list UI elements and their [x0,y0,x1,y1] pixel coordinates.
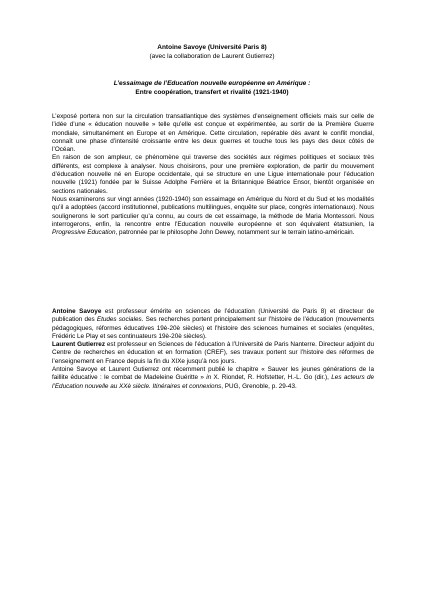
savoye-bio-text-end: . Ses recherches portent principalement sur l’histoire de l’éducation (mouvements pédagogiques, réformes éducatives 19è-20è siècles) et l’histoire des sciences humaines et sociales (enquêtes, Frédéric Le Play et ses continuateurs 19è-20è siècles). [52,316,374,340]
recent-pub-end: , PUG, Grenoble, p. 29-43. [221,382,297,390]
collaboration-line: (avec la collaboration de Laurent Gutierrez) [149,53,275,60]
abstract-p3-text: Nous examinerons sur vingt années (1920-1940) son essaimage en Amérique du Nord et du Sud et les modalités qu’il a adoptées (accord institutionnel, publications multilingues, enquête sur place, congrès internationaux). Nous soulignerons le sort particulier qu’a connu, au cours de cet essaimage, la méthode de Maria Montessori. Nous interrogerons, enfin, la rencontre entre l’Education nouvelle européenne et son équivalent étatsunien, la [52,195,374,228]
progressive-education-term: Progressive Education [52,229,116,237]
title-line-1: L’essaimage de l’Education nouvelle européenne en Amérique : [113,80,311,87]
bios-section [52,308,374,391]
recent-pub-in: in [206,374,212,382]
gutierrez-bio-text: est professeur en Sciences de l’éducation à l’Université de Paris Nanterre. Directeur adjoint du Centre de recherches en éducation et en formation (CREF), ses travaux portent sur l’histoire des réformes de l’enseignement en France depuis la fin du XIXe jusqu’à nos jours. [52,341,375,365]
title-line-2: Entre coopération, transfert et rivalité (1921-1940) [135,89,289,96]
recent-publication [52,366,374,391]
journal-title: Etudes sociales [96,316,142,324]
savoye-name: Antoine Savoye [52,308,102,315]
gutierrez-name: Laurent Gutierrez [52,341,105,349]
abstract-paragraph-1: L’exposé portera non sur la circulation transatlantique des systèmes d’enseignement officiels mais sur celle de l’idée d’une « éducation nouvelle » telle qu’elle est conçue et expérimentée, au sortir de la Première Guerre mondiale, simultanément en Europe et en Amérique. Cette circulation, repérable dès avant le conflit mondial, connaît une phase d’intensité croissante entre les deux guerres et touche tous les pays des deux côtés de l’Océan. [52,113,374,154]
gutierrez-bio [52,341,374,366]
abstract-section [52,113,374,237]
book-title: Les acteurs de l’Education nouvelle au XXè siècle. Itinéraires et connexions [52,374,374,390]
savoye-bio-text: est professeur émérite en sciences de l’éducation (Université de Paris 8) et directeur de publication des [52,308,374,324]
author-line: Antoine Savoye (Université Paris 8) [157,44,267,51]
abstract-paragraph-3 [52,196,374,237]
recent-pub-editors: X. Riondet, R. Hofstetter, H.-L. Go (dir.), [211,374,332,382]
savoye-bio [52,308,374,341]
recent-pub-text: Antoine Savoye et Laurent Gutierrez ont récemment publié le chapitre « Sauver les jeunes générations de la faillite éducative : le combat de Madeleine Guéritte » [52,366,374,382]
abstract-p3-text-end: , patronnée par le philosophe John Dewey, notamment sur le terrain latino-américain. [115,229,355,237]
abstract-paragraph-2: En raison de son ampleur, ce phénomène qui traverse des sociétés aux régimes politiques et sociaux très différents, est complexe à analyser. Nous choisirons, pour une première exploration, de partir du mouvement d’éducation nouvelle né en Europe occidentale, qui se structure en une Ligue internationale pour l’éducation nouvelle (1921) fondée par le Suisse Adolphe Ferrière et la Britannique Béatrice Ensor, bientôt organisée en sections nationales. [52,154,374,195]
